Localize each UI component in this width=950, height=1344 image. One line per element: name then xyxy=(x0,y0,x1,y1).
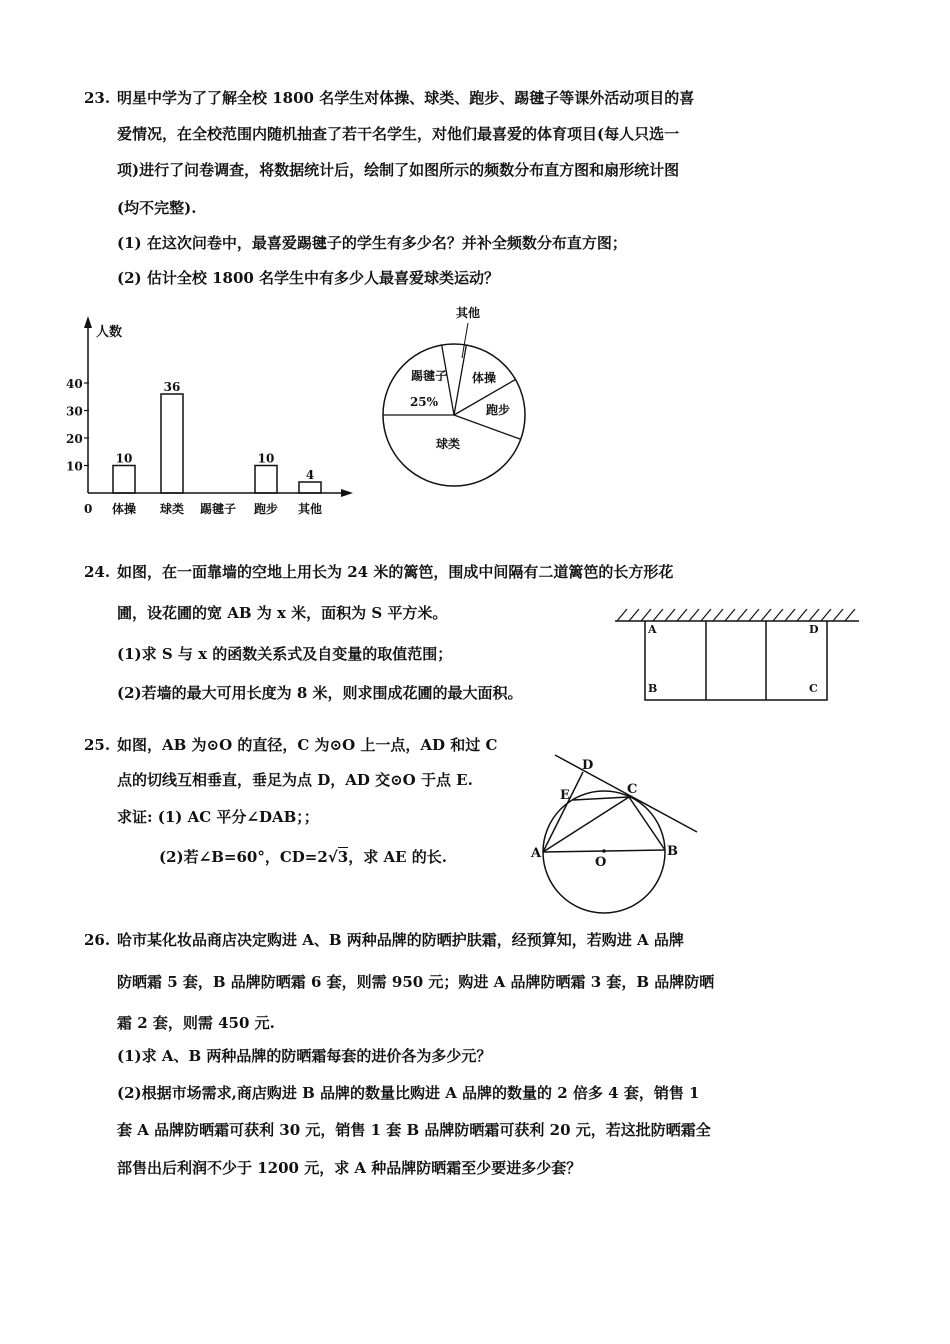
q26-subquestion-2-line-1: (2)根据市场需求,商店购进 B 品牌的数量比购进 A 品牌的数量的 2 倍多 4 套，销售 1 xyxy=(117,1084,700,1102)
bar-value-label: 4 xyxy=(305,468,315,482)
q26-text-line-2: 防晒霜 5 套，B 品牌防晒霜 6 套，则需 950 元；购进 A 品牌防晒霜 3 套，B 品牌防晒 xyxy=(117,973,715,991)
q23-text-line-1: 明星中学为了了解全校 1800 名学生对体操、球类、跑步、踢毽子等课外活动项目的喜 xyxy=(117,89,695,107)
sector-pie-chart xyxy=(370,300,550,495)
bar-value-label: 10 xyxy=(257,451,275,466)
center-o-dot xyxy=(602,849,606,853)
pie-sector-boundary xyxy=(454,415,521,439)
histogram-bar xyxy=(255,466,277,494)
histogram-bar xyxy=(299,482,321,493)
q24-text-line-1: 如图，在一面靠墙的空地上用长为 24 米的篱笆，围成中间隔有二道篱笆的长方形花 xyxy=(117,563,674,581)
y-tick-label: 40 xyxy=(66,377,83,391)
point-a-label: A xyxy=(531,846,542,861)
point-d-label: D xyxy=(582,758,594,773)
point-d-label: D xyxy=(809,623,819,636)
q26-subquestion-2-line-3: 部售出后利润不少于 1200 元，求 A 种品牌防晒霜至少要进多少套？ xyxy=(117,1159,582,1177)
segment-ec xyxy=(573,797,629,800)
pie-sector-boundary xyxy=(454,345,466,415)
point-b-label: B xyxy=(648,682,658,695)
q24-text-line-2: 圃，设花圃的宽 AB 为 x 米，面积为 S 平方米。 xyxy=(117,604,448,622)
y-tick-label: 10 xyxy=(66,459,83,474)
x-axis-arrow xyxy=(341,489,353,497)
q26-subquestion-1: (1)求 A、B 两种品牌的防晒霜每套的进价各为多少元？ xyxy=(117,1047,492,1065)
q23-number: 23. xyxy=(84,89,111,107)
q25-subquestion-2-part-c: ，求 AE 的长. xyxy=(348,848,447,866)
bar-value-label: 10 xyxy=(115,451,133,466)
frequency-histogram xyxy=(60,310,370,525)
q25-subquestion-2 xyxy=(159,847,447,867)
q25-text-line-2: 点的切线互相垂直，垂足为点 D，AD 交⊙O 于点 E. xyxy=(117,771,473,789)
y-axis-arrow xyxy=(84,316,92,328)
q24-subquestion-1: (1)求 S 与 x 的函数关系式及自变量的取值范围； xyxy=(117,645,453,663)
q24-number: 24. xyxy=(84,563,111,581)
pie-slice-label: 体操 xyxy=(471,371,497,385)
q23-subquestion-2: (2) 估计全校 1800 名学生中有多少人最喜爱球类运动？ xyxy=(117,269,500,287)
y-tick-label: 30 xyxy=(66,404,83,419)
garden-fence-figure xyxy=(615,605,860,705)
tangent-line-dc xyxy=(555,755,697,832)
q26-subquestion-2-line-2: 套 A 品牌防晒霜可获利 30 元，销售 1 套 B 品牌防晒霜可获利 20 元，若这批防晒霜全 xyxy=(117,1121,711,1139)
pie-slice-label: 跑步 xyxy=(485,403,511,417)
point-b-label: B xyxy=(667,844,678,859)
sqrt-radicand: 3 xyxy=(337,848,349,866)
histogram-bar xyxy=(161,394,183,493)
q26-text-line-1: 哈市某化妆品商店决定购进 A、B 两种品牌的防晒护肤霜，经预算知，若购进 A 品牌 xyxy=(117,931,684,949)
point-o-label: O xyxy=(595,855,607,870)
q24-subquestion-2: (2)若墙的最大可用长度为 8 米，则求围成花圃的最大面积。 xyxy=(117,684,523,702)
circle-tangent-figure xyxy=(525,750,705,910)
q25-subquestion-2-part-a: (2)若∠B=60°，CD=2 xyxy=(159,848,328,866)
point-a-label: A xyxy=(648,623,657,636)
fence-outline xyxy=(645,621,827,700)
pie-slice-label: 踢毽子 xyxy=(410,369,448,383)
q25-text-line-3: 求证: (1) AC 平分∠DAB；； xyxy=(117,808,319,826)
q26-number: 26. xyxy=(84,931,111,949)
origin-label: 0 xyxy=(84,502,93,516)
q23-text-line-2: 爱情况，在全校范围内随机抽查了若干名学生，对他们最喜爱的体育项目(每人只选一 xyxy=(117,125,680,143)
x-category-label: 踢毽子 xyxy=(199,502,237,516)
q26-text-line-3: 霜 2 套，则需 450 元. xyxy=(117,1014,275,1032)
y-tick-label: 20 xyxy=(66,432,83,446)
q25-text-line-1: 如图，AB 为⊙O 的直径，C 为⊙O 上一点，AD 和过 C xyxy=(117,736,498,754)
x-category-label: 体操 xyxy=(111,502,137,516)
q23-text-line-3: 项)进行了问卷调查，将数据统计后，绘制了如图所示的频数分布直方图和扇形统计图 xyxy=(117,161,680,179)
x-category-label: 跑步 xyxy=(253,502,279,516)
segment-ac xyxy=(543,797,629,852)
q23-subquestion-1: (1) 在这次问卷中，最喜爱踢毽子的学生有多少名？并补全频数分布直方图； xyxy=(117,234,627,252)
point-e-label: E xyxy=(560,788,570,803)
x-category-label: 球类 xyxy=(159,502,185,516)
histogram-bar xyxy=(113,466,135,494)
q25-number: 25. xyxy=(84,736,111,754)
point-c-label: C xyxy=(809,682,818,695)
y-axis-label: 人数 xyxy=(96,325,123,340)
bar-value-label: 36 xyxy=(163,380,181,394)
pie-percent-label: 25% xyxy=(409,395,439,409)
pie-slice-label: 其他 xyxy=(455,306,481,320)
wall-hatching xyxy=(617,609,855,621)
x-category-label: 其他 xyxy=(297,502,323,516)
point-c-label: C xyxy=(627,782,638,797)
pie-slice-label: 球类 xyxy=(435,437,461,451)
q23-text-line-4: (均不完整). xyxy=(117,199,197,217)
sqrt-radical: √ xyxy=(327,848,338,866)
